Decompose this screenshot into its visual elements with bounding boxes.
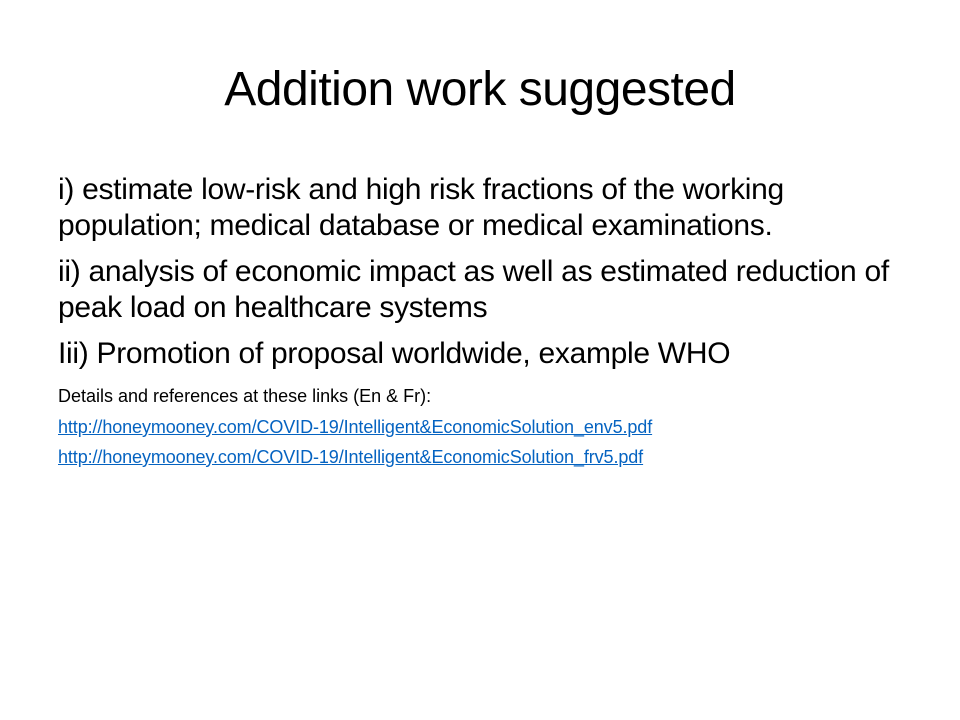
bullet-item-3: Iii) Promotion of proposal worldwide, example WHO: [58, 337, 731, 370]
link-french-pdf[interactable]: http://honeymooney.com/COVID-19/Intelligent&EconomicSolution_frv5.pdf: [58, 447, 644, 467]
bullet-item-1: i) estimate low-risk and high risk fractions of the working population; medical database or medical examinations.: [58, 173, 784, 242]
bullet-item-2: ii) analysis of economic impact as well as estimated reduction of peak load on healthcare systems: [58, 255, 889, 324]
slide-title: Addition work suggested: [224, 63, 736, 116]
details-text: Details and references at these links (En & Fr):: [58, 386, 432, 406]
link-english-pdf[interactable]: http://honeymooney.com/COVID-19/Intelligent&EconomicSolution_env5.pdf: [58, 417, 653, 437]
slide-body: [58, 172, 918, 472]
